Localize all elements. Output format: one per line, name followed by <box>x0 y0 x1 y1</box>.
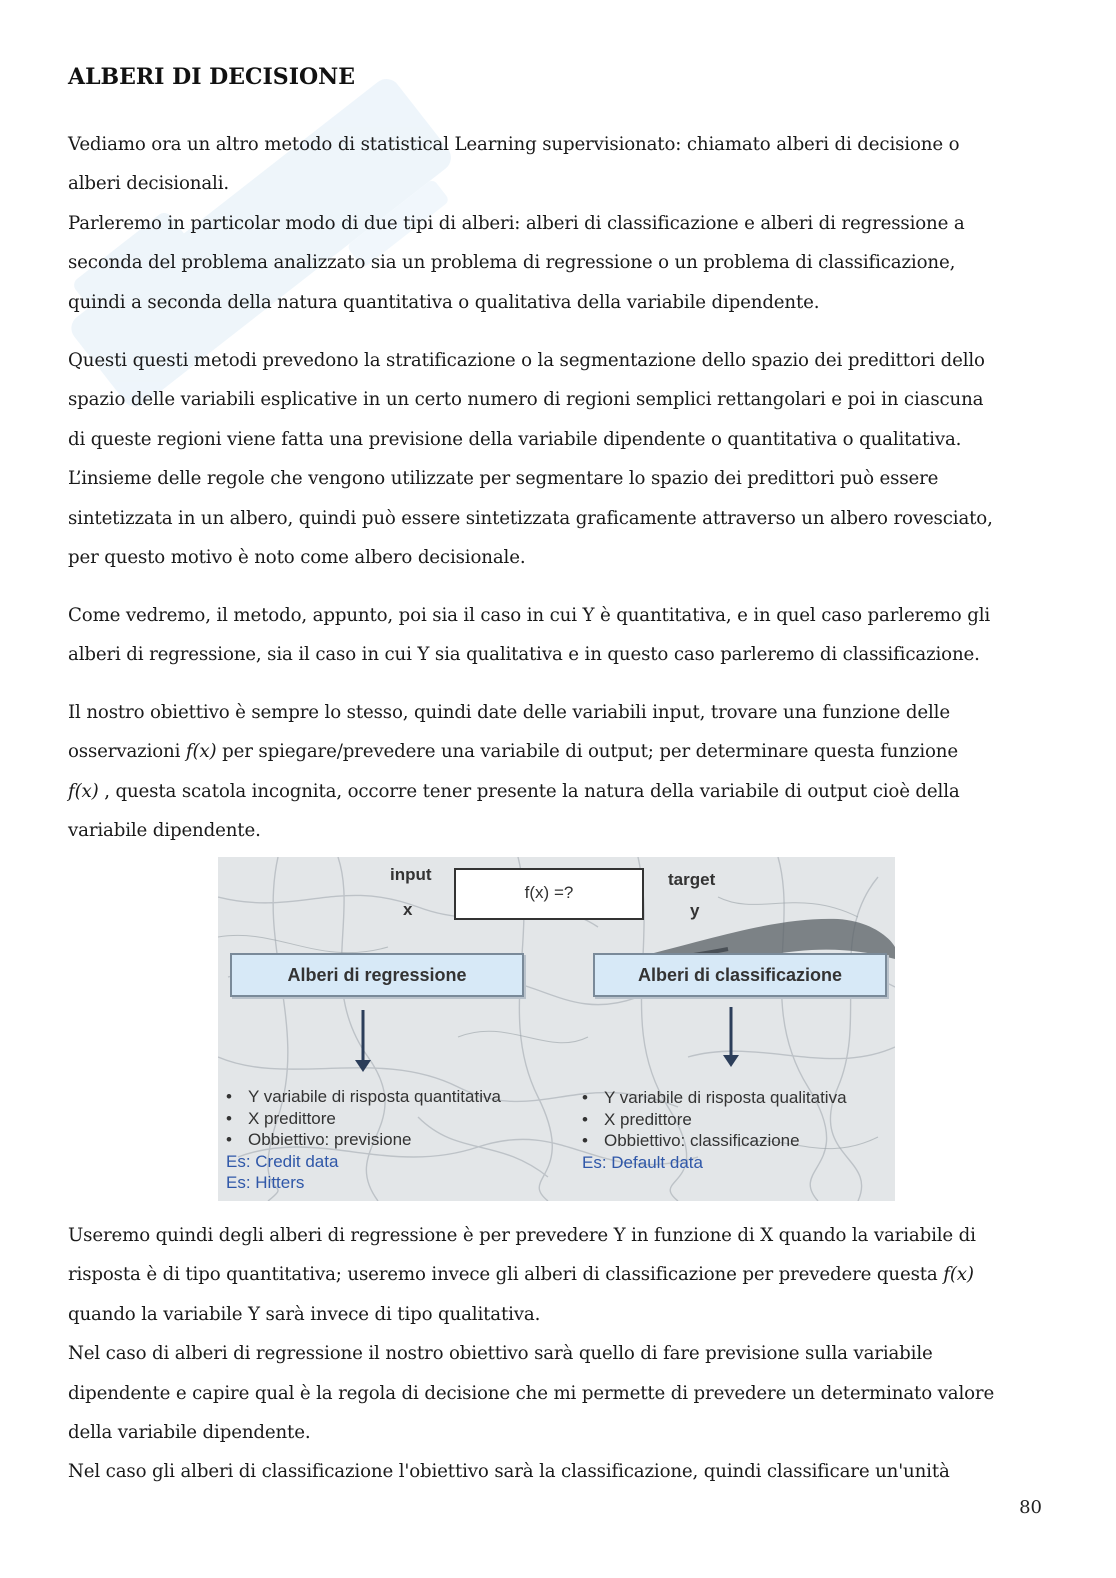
bullet-item: • Y variabile di risposta qualitativa <box>582 1087 847 1109</box>
text-line: variabile dipendente. <box>68 820 261 842</box>
bullet-item: • Obbiettivo: classificazione <box>582 1130 847 1152</box>
decision-tree-figure <box>218 857 895 1201</box>
text-line: di queste regioni viene fatta una previsione della variabile dipendente o quantitativa o qualitativa. <box>68 428 962 450</box>
input-variable: x <box>403 900 413 919</box>
paragraph-usage <box>68 1216 1043 1492</box>
bullet-item: • X predittore <box>582 1109 847 1131</box>
paragraph-cases <box>68 596 1043 675</box>
text-line: Nel caso di alberi di regressione il nostro obiettivo sarà quello di fare previsione sulla variabile <box>68 1343 933 1365</box>
paragraph-segmentation <box>68 341 1043 577</box>
text-line: L’insieme delle regole che vengono utilizzate per segmentare lo spazio dei predittori può essere <box>68 468 939 490</box>
example-item: Es: Credit data <box>226 1151 339 1171</box>
classification-tree-box: Alberi di classificazione <box>593 953 887 997</box>
text-line: f(x) , questa scatola incognita, occorre tener presente la natura della variabile di output cioè della <box>68 780 960 802</box>
text-line: Vediamo ora un altro metodo di statistical Learning supervisionato: chiamato alberi di decisione o <box>68 134 960 155</box>
target-variable: y <box>690 901 700 920</box>
text-line: sintetizzata in un albero, quindi può essere sintetizzata graficamente attraverso un albero rovesciato, <box>68 507 993 529</box>
text-line: Parleremo in particolar modo di due tipi di alberi: alberi di classificazione e alberi di regressione a <box>68 212 965 234</box>
text-line: della variabile dipendente. <box>68 1422 311 1444</box>
text-line: dipendente e capire qual è la regola di decisione che mi permette di prevedere un determinato valore <box>68 1382 995 1404</box>
text-line: seconda del problema analizzato sia un problema di regressione o un problema di classificazione, <box>68 252 956 274</box>
paragraph-objective <box>68 693 1043 851</box>
bullet-item: • Y variabile di risposta quantitativa <box>226 1086 501 1108</box>
page-title: ALBERI DI DECISIONE <box>68 64 356 90</box>
math-fx: f(x) <box>185 741 217 763</box>
text-line: Come vedremo, il metodo, appunto, poi sia il caso in cui Y è quantitativa, e in quel caso parleremo gli <box>68 605 991 626</box>
regression-tree-box: Alberi di regressione <box>230 953 524 997</box>
text-line: per questo motivo è noto come albero decisionale. <box>68 547 526 569</box>
text-line: risposta è di tipo quantitativa; useremo invece gli alberi di classificazione per prevedere questa f(x) <box>68 1264 974 1286</box>
example-item: Es: Default data <box>582 1152 703 1172</box>
text-line: alberi di regressione, sia il caso in cui Y sia qualitativa e in questo caso parleremo di classificazione. <box>68 644 980 666</box>
text-line: Useremo quindi degli alberi di regressione è per prevedere Y in funzione di X quando la variabile di <box>68 1225 976 1246</box>
text-line: alberi decisionali. <box>68 173 229 195</box>
bullet-item: • X predittore <box>226 1108 501 1130</box>
paragraph-intro <box>68 125 1043 322</box>
function-box: f(x) =? <box>454 868 644 920</box>
text-line: Questi questi metodi prevedono la stratificazione o la segmentazione dello spazio dei predittori dello <box>68 350 985 371</box>
text-line: osservazioni f(x) per spiegare/prevedere una variabile di output; per determinare questa funzione <box>68 741 958 763</box>
input-label: input <box>390 865 432 884</box>
math-fx: f(x) <box>943 1264 974 1286</box>
text-line: Il nostro obiettivo è sempre lo stesso, quindi date delle variabili input, trovare una funzione delle <box>68 702 950 723</box>
text-line: quindi a seconda della natura quantitativa o qualitativa della variabile dipendente. <box>68 291 820 313</box>
text-line: Nel caso gli alberi di classificazione l'obiettivo sarà la classificazione, quindi classificare un'unità <box>68 1461 950 1483</box>
bullet-item: • Obbiettivo: previsione <box>226 1129 501 1151</box>
classification-bullets <box>582 1087 847 1173</box>
text-line: spazio delle variabili esplicative in un certo numero di regioni semplici rettangolari e poi in ciascuna <box>68 389 984 411</box>
math-fx: f(x) <box>68 780 99 802</box>
example-item: Es: Hitters <box>226 1173 305 1192</box>
page-number: 80 <box>1019 1497 1042 1518</box>
regression-bullets <box>226 1086 501 1194</box>
target-label: target <box>668 870 716 889</box>
text-line: quando la variabile Y sarà invece di tipo qualitativa. <box>68 1303 541 1325</box>
